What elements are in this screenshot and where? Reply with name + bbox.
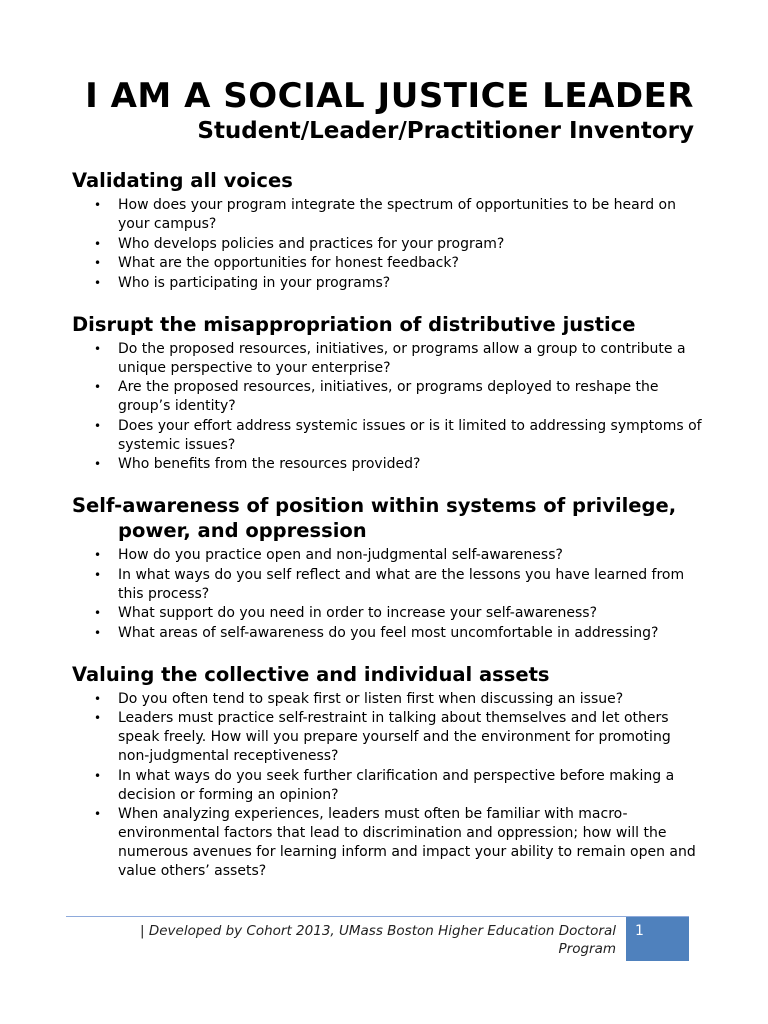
bullet-icon: • <box>94 625 102 640</box>
bullet-icon: • <box>94 807 102 821</box>
list-item: • In what ways do you self reflect and what are the lessons you have learned from this process? <box>94 566 685 602</box>
bullet-icon: • <box>94 380 102 394</box>
section-heading: Validating all voices <box>72 169 293 192</box>
section-distributive-justice <box>72 312 702 475</box>
list-item: • Are the proposed resources, initiatives, or programs deployed to reshape the group’s identity? <box>94 379 659 414</box>
bullet-icon: • <box>94 198 102 212</box>
question-list <box>72 546 702 643</box>
question-list <box>72 340 702 475</box>
bullet-icon: • <box>94 567 102 582</box>
section-heading: Self-awareness of position within systems of privilege, power, and oppression <box>72 494 677 542</box>
list-item: • How do you practice open and non-judgmental self-awareness? <box>94 547 563 563</box>
bullet-icon: • <box>94 606 102 620</box>
page-title: I AM A SOCIAL JUSTICE LEADER <box>85 76 694 116</box>
section-collective-assets <box>72 662 702 882</box>
list-item: • Do the proposed resources, initiatives, or programs allow a group to contribute a unique perspective to your enterprise? <box>94 340 686 376</box>
footer-credit: | Developed by Cohort 2013, UMass Boston Higher Education Doctoral Program <box>139 923 616 957</box>
bullet-icon: • <box>94 711 102 725</box>
section-self-awareness <box>72 493 702 643</box>
page-number-box <box>626 917 689 961</box>
section-heading: Valuing the collective and individual assets <box>72 662 550 686</box>
page-subtitle: Student/Leader/Practitioner Inventory <box>197 118 694 144</box>
bullet-icon: • <box>94 457 102 471</box>
bullet-icon: • <box>94 256 102 270</box>
list-item: • Leaders must practice self-restraint in talking about themselves and let others speak freely. How will you prepare yourself and the environment for promoting non-judgmental receptiveness? <box>94 710 671 764</box>
section-heading: Disrupt the misappropriation of distributive justice <box>72 312 636 336</box>
bullet-icon: • <box>94 768 102 783</box>
list-item: • What areas of self-awareness do you feel most uncomfortable in addressing? <box>94 624 659 641</box>
list-item: • What are the opportunities for honest feedback? <box>94 255 459 271</box>
list-item: • How does your program integrate the spectrum of opportunities to be heard on your campus? <box>94 197 676 232</box>
bullet-icon: • <box>94 341 102 356</box>
list-item: • Who is participating in your programs? <box>94 274 391 291</box>
list-item: • In what ways do you seek further clarification and perspective before making a decision or forming an opinion? <box>94 767 675 803</box>
list-item: • Does your effort address systemic issues or is it limited to addressing symptoms of systemic issues? <box>94 417 702 453</box>
question-list <box>72 196 702 293</box>
footer-divider <box>66 916 689 917</box>
bullet-icon: • <box>94 275 102 290</box>
page-number: 1 <box>635 923 644 939</box>
list-item: • Who benefits from the resources provided? <box>94 456 421 472</box>
list-item: • When analyzing experiences, leaders must often be familiar with macro-environmental factors that lead to discrimination and oppression; how will the numerous avenues for learning inform and impact your ability to remain open and value others’ assets? <box>94 806 696 879</box>
list-item: • Do you often tend to speak first or listen first when discussing an issue? <box>94 690 624 707</box>
question-list <box>72 690 702 882</box>
list-item: • What support do you need in order to increase your self-awareness? <box>94 605 598 621</box>
bullet-icon: • <box>94 236 102 251</box>
bullet-icon: • <box>94 548 102 562</box>
list-item: • Who develops policies and practices for your program? <box>94 235 505 252</box>
bullet-icon: • <box>94 691 102 706</box>
inventory-content <box>72 168 702 900</box>
bullet-icon: • <box>94 418 102 433</box>
section-validating-voices <box>72 168 702 293</box>
